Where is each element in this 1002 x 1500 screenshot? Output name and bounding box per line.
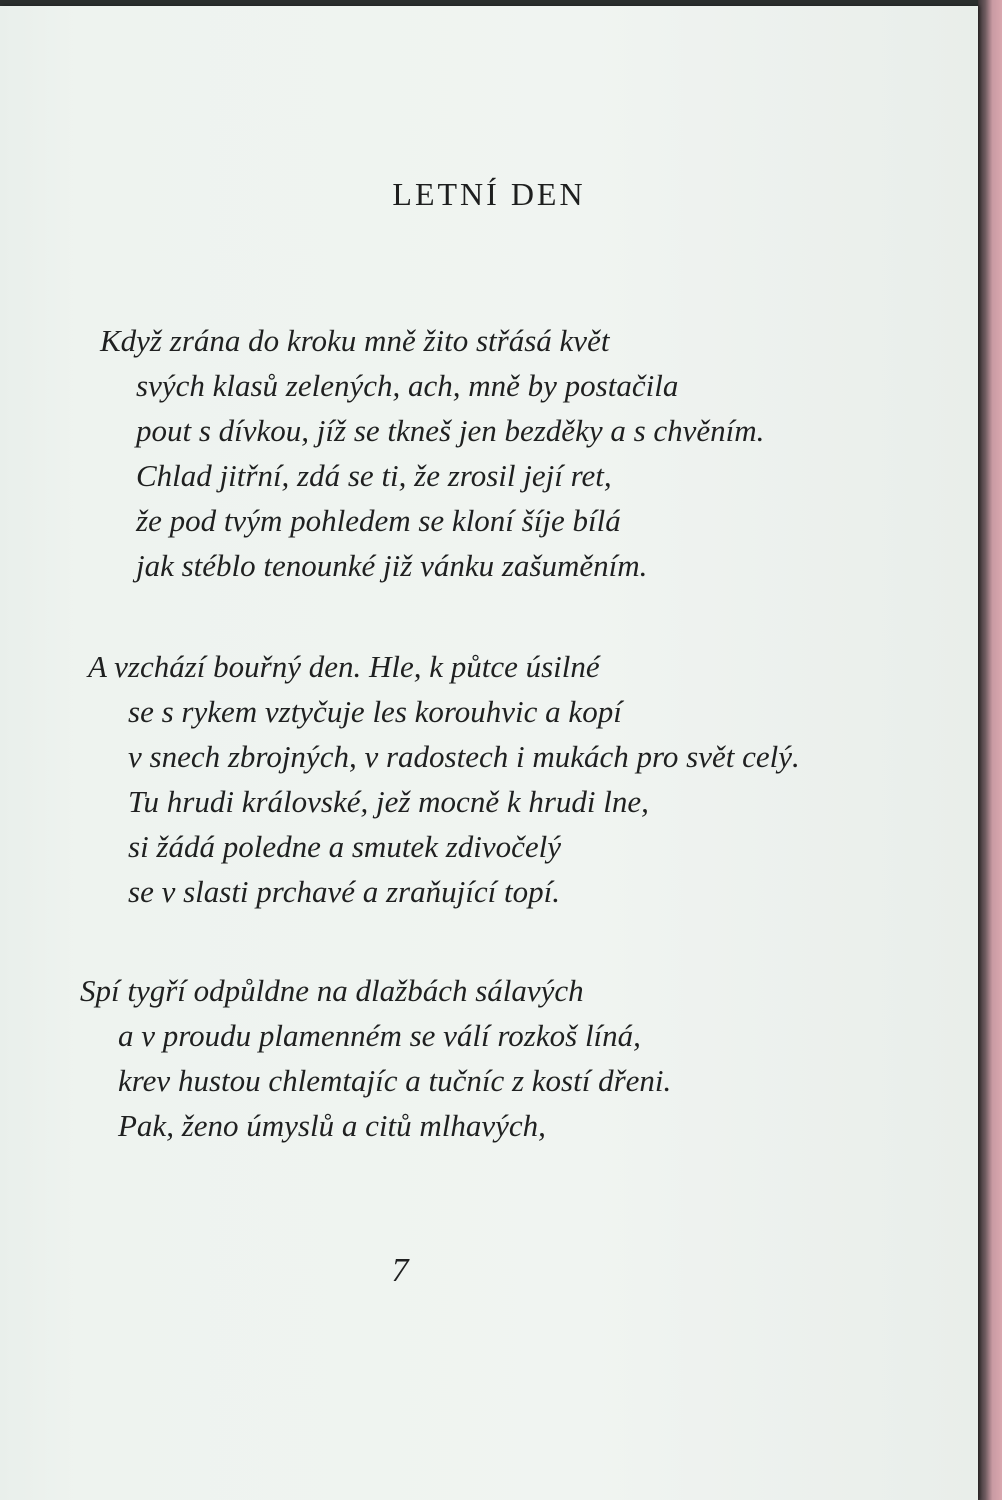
page-number: 7 bbox=[391, 1252, 409, 1289]
verse-line: a v proudu plamenném se válí rozkoš líná, bbox=[118, 1018, 641, 1053]
stanza-3 bbox=[80, 968, 671, 1148]
poem-title: LETNÍ DEN bbox=[392, 176, 586, 212]
verse-line: jak stéblo tenounké již vánku zašuměním. bbox=[136, 548, 648, 583]
verse-line: pout s dívkou, jíž se tkneš jen bezděky a s chvěním. bbox=[136, 413, 765, 448]
book-edge bbox=[978, 0, 1002, 1500]
stanza-1 bbox=[100, 318, 764, 588]
verse-line: A vzchází bouřný den. Hle, k půtce úsilné bbox=[88, 649, 600, 684]
verse-line: krev hustou chlemtajíc a tučníc z kostí dřeni. bbox=[118, 1063, 672, 1098]
stanza-2 bbox=[88, 644, 800, 914]
verse-line: se s rykem vztyčuje les korouhvic a kopí bbox=[128, 694, 622, 729]
book-page bbox=[0, 6, 978, 1500]
verse-line: svých klasů zelených, ach, mně by postačila bbox=[136, 368, 679, 403]
verse-line: v snech zbrojných, v radostech i mukách pro svět celý. bbox=[128, 739, 800, 774]
verse-line: se v slasti prchavé a zraňující topí. bbox=[128, 874, 560, 909]
verse-line: si žádá poledne a smutek zdivočelý bbox=[128, 829, 562, 864]
verse-line: Když zrána do kroku mně žito střásá květ bbox=[100, 323, 610, 358]
verse-line: Pak, ženo úmyslů a citů mlhavých, bbox=[118, 1108, 546, 1143]
verse-line: Tu hrudi královské, jež mocně k hrudi lne, bbox=[128, 784, 649, 819]
verse-line: že pod tvým pohledem se kloní šíje bílá bbox=[136, 503, 621, 538]
verse-line: Spí tygří odpůldne na dlažbách sálavých bbox=[80, 973, 584, 1008]
verse-line: Chlad jitřní, zdá se ti, že zrosil její ret, bbox=[136, 458, 612, 493]
